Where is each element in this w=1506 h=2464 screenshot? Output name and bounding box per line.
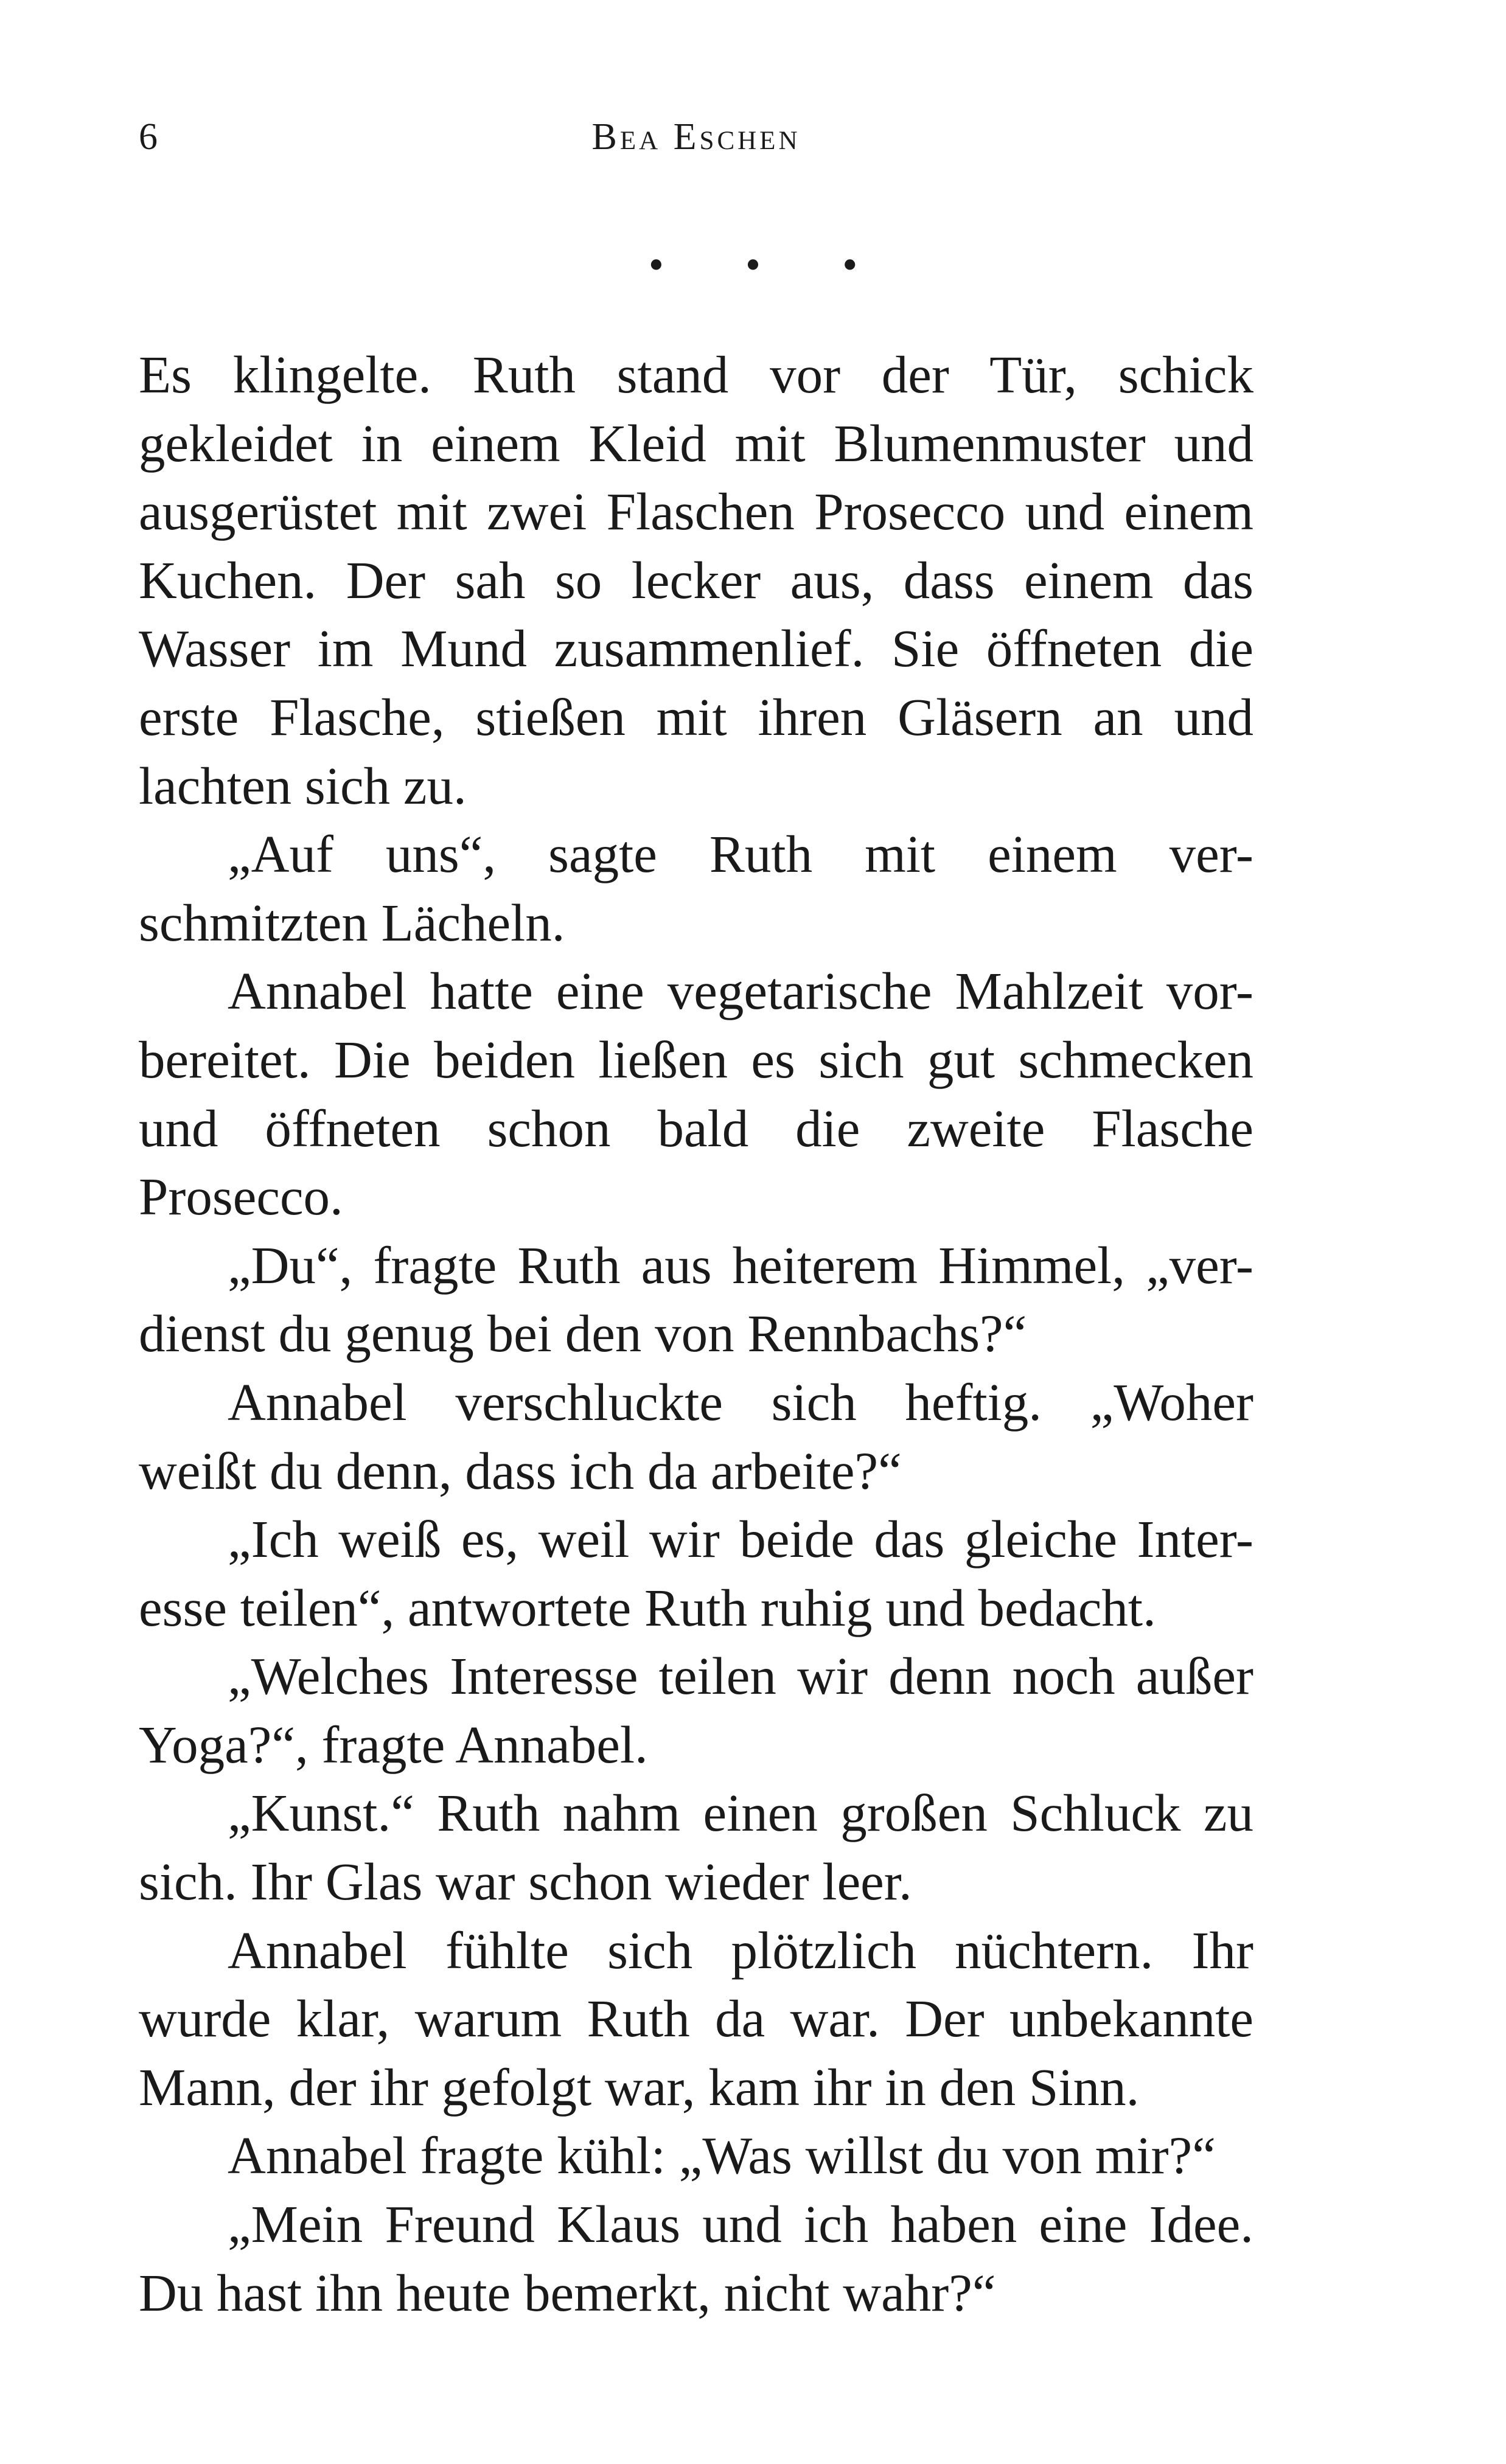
text-line: Es klingelte. Ruth stand vor der Tür, schick — [139, 345, 1253, 404]
text-line: Wasser im Mund zusammenlief. Sie öffneten die — [139, 619, 1253, 678]
text-line: Annabel verschluckte sich heftig. „Woher — [228, 1372, 1253, 1432]
text-line: „Kunst.“ Ruth nahm einen großen Schluck zu — [228, 1783, 1253, 1843]
text-line: ausgerüstet mit zwei Flaschen Prosecco und einem — [139, 482, 1253, 541]
text-line: „Welches Interesse teilen wir denn noch außer — [228, 1646, 1253, 1706]
page-header — [139, 113, 1253, 161]
body-text — [139, 341, 1253, 2327]
text-line: „Mein Freund Klaus und ich haben eine Idee. — [228, 2194, 1253, 2254]
text-line: wurde klar, warum Ruth da war. Der unbekannte — [139, 1989, 1253, 2048]
text-line: lachten sich zu. — [139, 756, 467, 815]
text-line: weißt du denn, dass ich da arbeite?“ — [139, 1441, 902, 1500]
text-line: Annabel fühlte sich plötzlich nüchtern. Ihr — [228, 1920, 1253, 1980]
text-line: Yoga?“, fragte Annabel. — [139, 1714, 648, 1774]
text-line: schmitzten Lächeln. — [139, 893, 565, 952]
text-line: bereitet. Die beiden ließen es sich gut schmecken — [139, 1029, 1253, 1089]
text-line: erste Flasche, stießen mit ihren Gläsern an und — [139, 687, 1253, 747]
text-line: dienst du genug bei den von Rennbachs?“ — [139, 1304, 1027, 1363]
text-line: sich. Ihr Glas war schon wieder leer. — [139, 1852, 912, 1912]
page-number: 6 — [139, 116, 158, 158]
text-line: Mann, der ihr gefolgt war, kam ihr in den Sinn. — [139, 2057, 1140, 2117]
text-line: Kuchen. Der sah so lecker aus, dass einem das — [139, 550, 1253, 610]
text-line: Annabel hatte eine vegetarische Mahlzeit vor- — [228, 961, 1253, 1021]
text-line: Du hast ihn heute bemerkt, nicht wahr?“ — [139, 2263, 996, 2322]
text-line: Prosecco. — [139, 1167, 343, 1227]
text-line: gekleidet in einem Kleid mit Blumenmuster und — [139, 413, 1253, 473]
text-line: „Du“, fragte Ruth aus heiterem Himmel, „ver- — [228, 1235, 1253, 1295]
text-line: und öffneten schon bald die zweite Flasche — [139, 1098, 1253, 1158]
text-line: „Ich weiß es, weil wir beide das gleiche Inter- — [228, 1509, 1253, 1569]
text-line: Annabel fragte kühl: „Was willst du von mir?“ — [228, 2126, 1216, 2185]
text-line: „Auf uns“, sagte Ruth mit einem ver- — [228, 824, 1253, 884]
running-head-author: Bea Eschen — [591, 116, 801, 158]
text-line: esse teilen“, antwortete Ruth ruhig und bedacht. — [139, 1578, 1156, 1637]
scene-break-dots: • • • — [648, 240, 893, 289]
